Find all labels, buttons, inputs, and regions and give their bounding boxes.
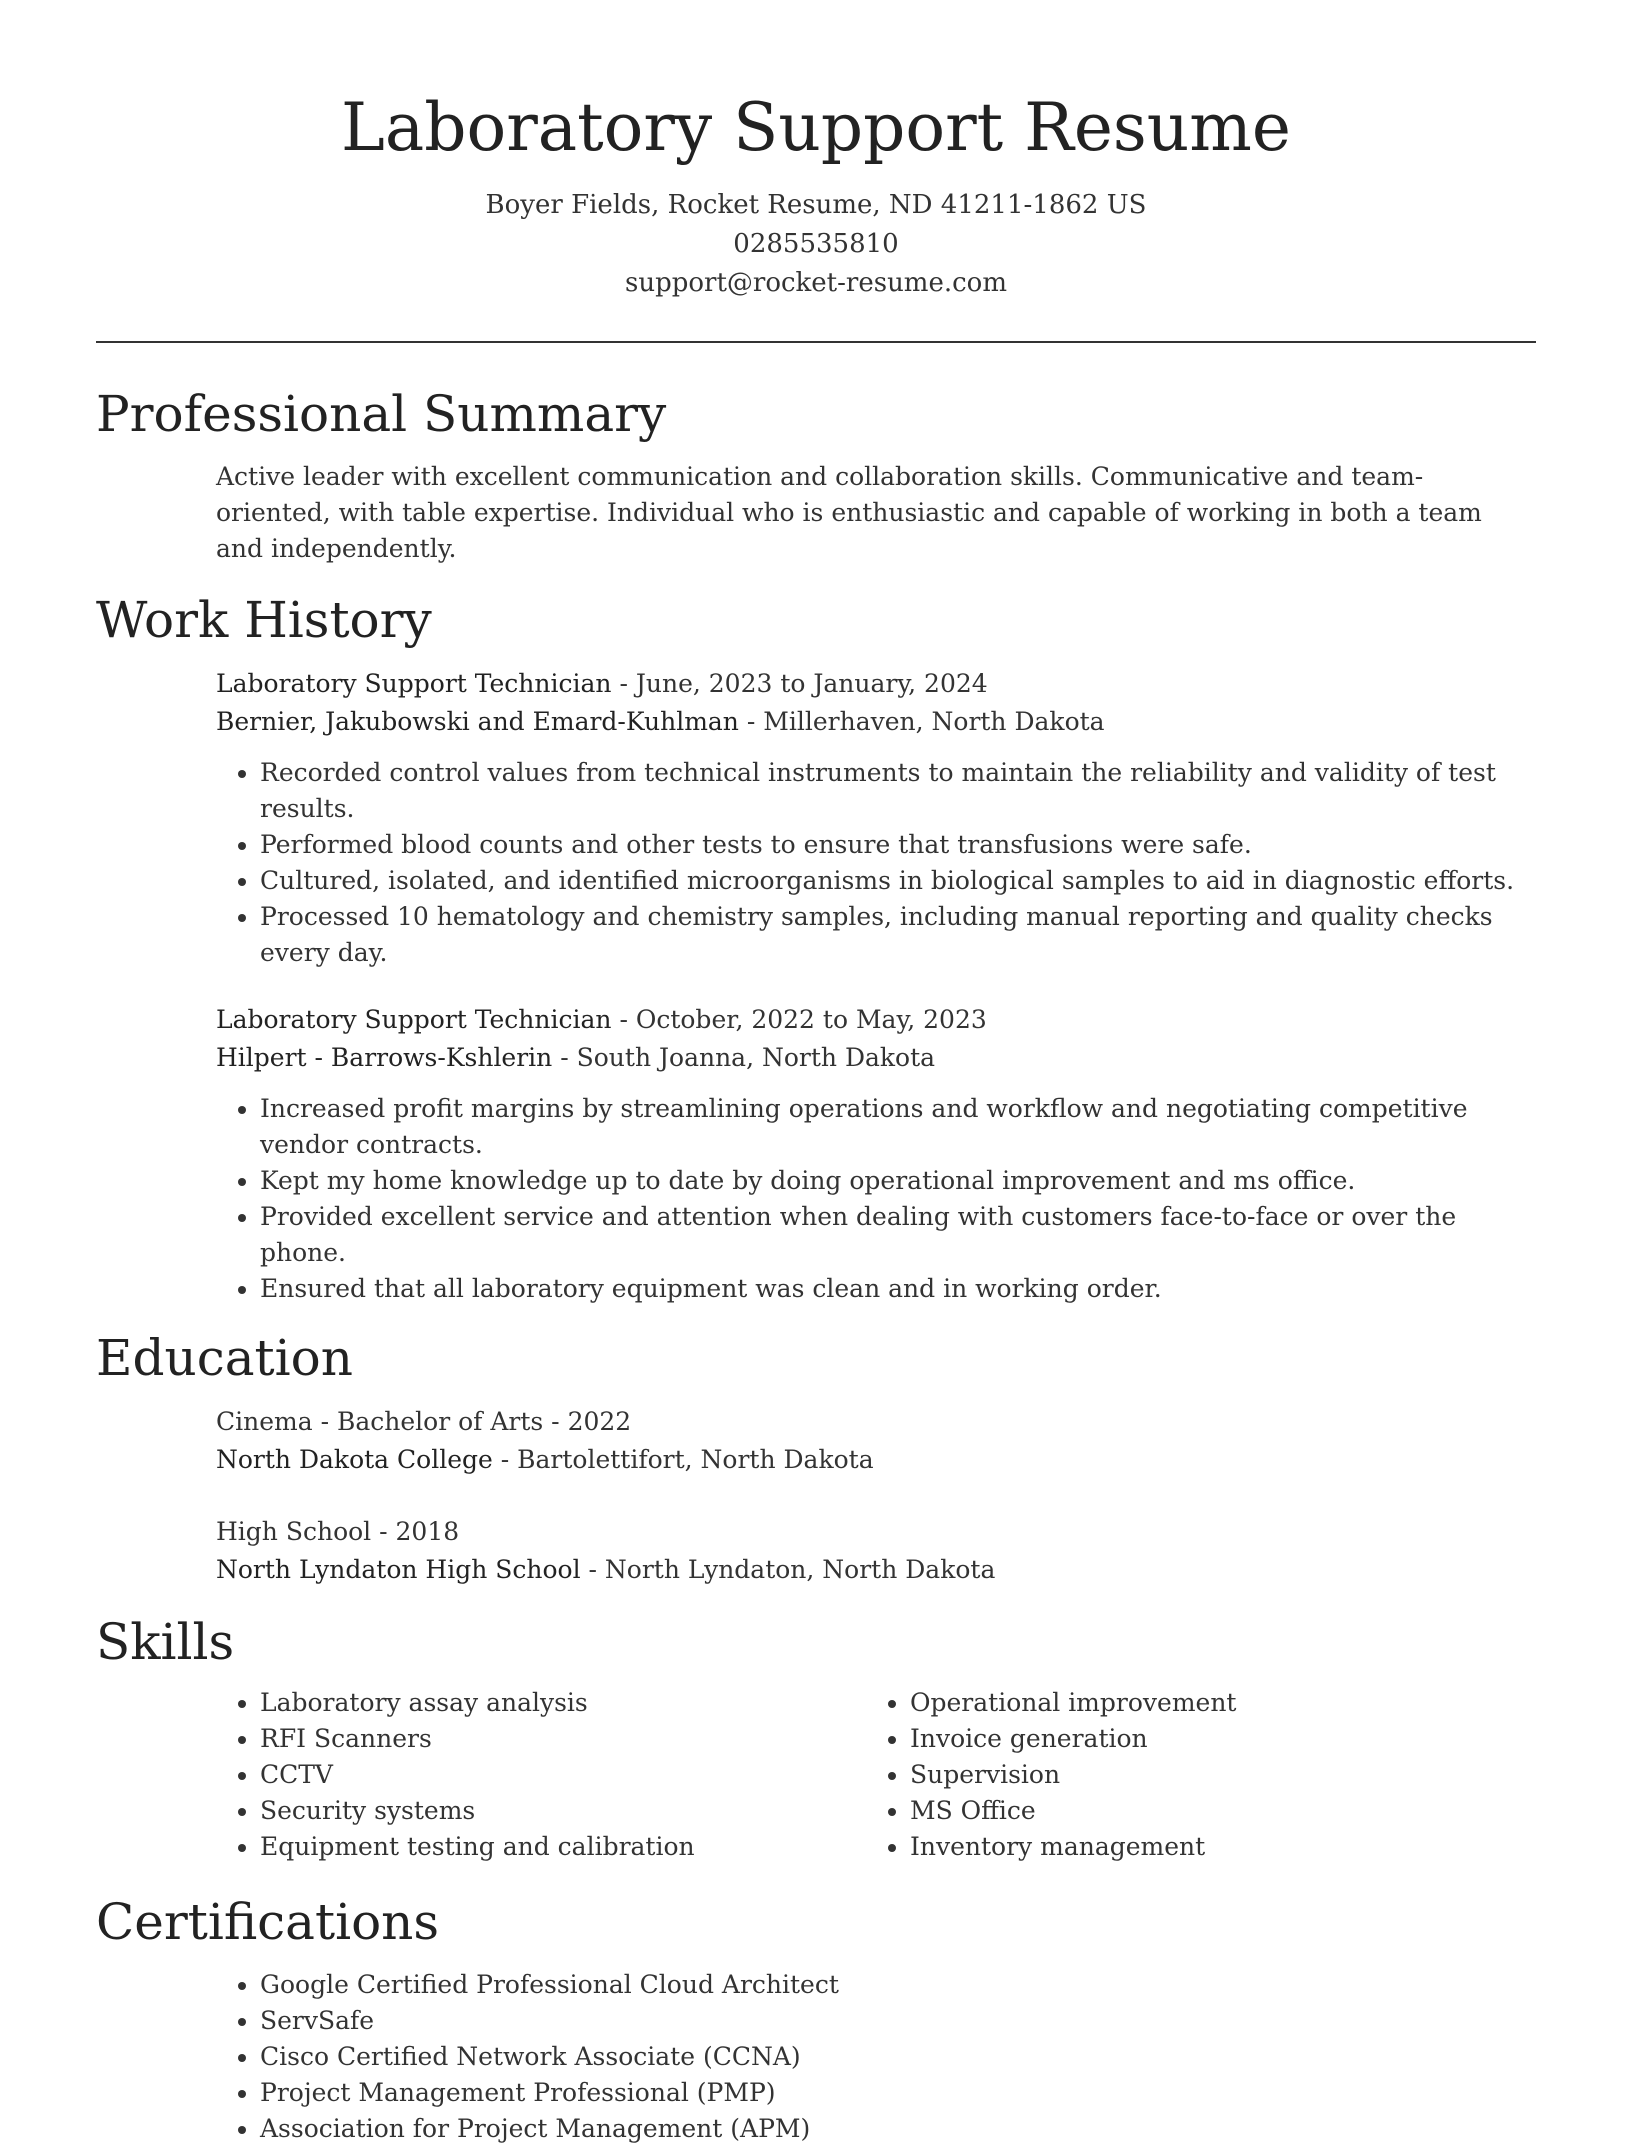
section-title-education: Education [96,1329,353,1387]
resume-title: Laboratory Support Resume [341,89,1291,166]
job-bullets [216,755,1536,971]
job-bullet: • Increased profit margins by streamlining operations and workflow and negotiating competitive vendor contracts. [260,1091,1536,1163]
skill-item: • MS Office [910,1793,1516,1829]
job-bullet: • Performed blood counts and other tests to ensure that transfusions were safe. [260,827,1536,863]
job-bullet: • Kept my home knowledge up to date by doing operational improvement and ms office. [260,1163,1536,1199]
section-work-history [96,589,1536,1307]
job-company: Bernier, Jakubowski and Emard-Kuhlman [216,707,739,736]
job-bullet: • Recorded control values from technical instruments to maintain the reliability and validity of test results. [260,755,1536,827]
section-professional-summary [96,383,1536,567]
section-certifications [96,1891,1536,2147]
contact-info [0,186,1632,303]
skill-item: • RFI Scanners [260,1721,866,1757]
job-entry [216,665,1536,971]
education-entry [216,1403,1536,1479]
certification-item: • Google Certified Professional Cloud Architect [260,1967,1536,2003]
certification-item: • Association for Project Management (APM) [260,2111,1536,2147]
education-location: - North Lyndaton, North Dakota [580,1555,996,1584]
skill-item: • Supervision [910,1757,1516,1793]
education-degree: Cinema - Bachelor of Arts [216,1407,544,1436]
resume-content [96,383,1536,2147]
section-title-certifications: Certifications [96,1893,440,1951]
job-bullet: • Processed 10 hematology and chemistry samples, including manual reporting and quality checks every day. [260,899,1536,971]
job-bullet: • Ensured that all laboratory equipment was clean and in working order. [260,1271,1536,1307]
job-dates: - October, 2022 to May, 2023 [611,1005,987,1034]
contact-address: Boyer Fields, Rocket Resume, ND 41211-1862 US [485,190,1147,220]
education-year: - 2018 [371,1517,460,1546]
education-location: - Bartolettifort, North Dakota [492,1445,874,1474]
section-title-skills: Skills [96,1613,235,1671]
job-bullet: • Provided excellent service and attention when dealing with customers face-to-face or over the phone. [260,1199,1536,1271]
skill-item: • Equipment testing and calibration [260,1829,866,1865]
summary-text: Active leader with excellent communication and collaboration skills. Communicative and team-oriented, with table expertise. Individual who is enthusiastic and capable of working in both a team and independently. [216,462,1482,563]
section-title-work: Work History [96,591,432,649]
education-year: - 2022 [543,1407,632,1436]
section-education [96,1327,1536,1589]
job-bullets [216,1091,1536,1307]
job-entry [216,1001,1536,1307]
job-bullet: • Cultured, isolated, and identified microorganisms in biological samples to aid in diagnostic efforts. [260,863,1536,899]
header-divider [96,341,1536,343]
section-title-summary: Professional Summary [96,385,667,443]
contact-email: support@rocket-resume.com [624,268,1007,298]
skills-column-left [216,1673,866,1865]
section-skills [96,1611,1536,1865]
skill-item: • Invoice generation [910,1721,1516,1757]
skill-item: • Inventory management [910,1829,1516,1865]
job-title: Laboratory Support Technician [216,669,612,698]
job-title: Laboratory Support Technician [216,1005,612,1034]
contact-phone: 0285535810 [733,229,899,259]
education-degree: High School [216,1517,372,1546]
skill-item: • Laboratory assay analysis [260,1685,866,1721]
certification-item: • Cisco Certified Network Associate (CCNA) [260,2039,1536,2075]
job-location: - Millerhaven, North Dakota [738,707,1105,736]
certification-item: • ServSafe [260,2003,1536,2039]
resume-header [0,0,1632,303]
skills-column-right [866,1673,1516,1865]
certification-list [216,1967,1536,2147]
job-dates: - June, 2023 to January, 2024 [611,669,988,698]
education-school: North Dakota College [216,1445,493,1474]
job-location: - South Joanna, North Dakota [552,1043,936,1072]
education-entry [216,1513,1536,1589]
education-school: North Lyndaton High School [216,1555,581,1584]
skill-item: • Security systems [260,1793,866,1829]
job-company: Hilpert - Barrows-Kshlerin [216,1043,553,1072]
skill-item: • CCTV [260,1757,866,1793]
certification-item: • Project Management Professional (PMP) [260,2075,1536,2111]
skill-item: • Operational improvement [910,1685,1516,1721]
